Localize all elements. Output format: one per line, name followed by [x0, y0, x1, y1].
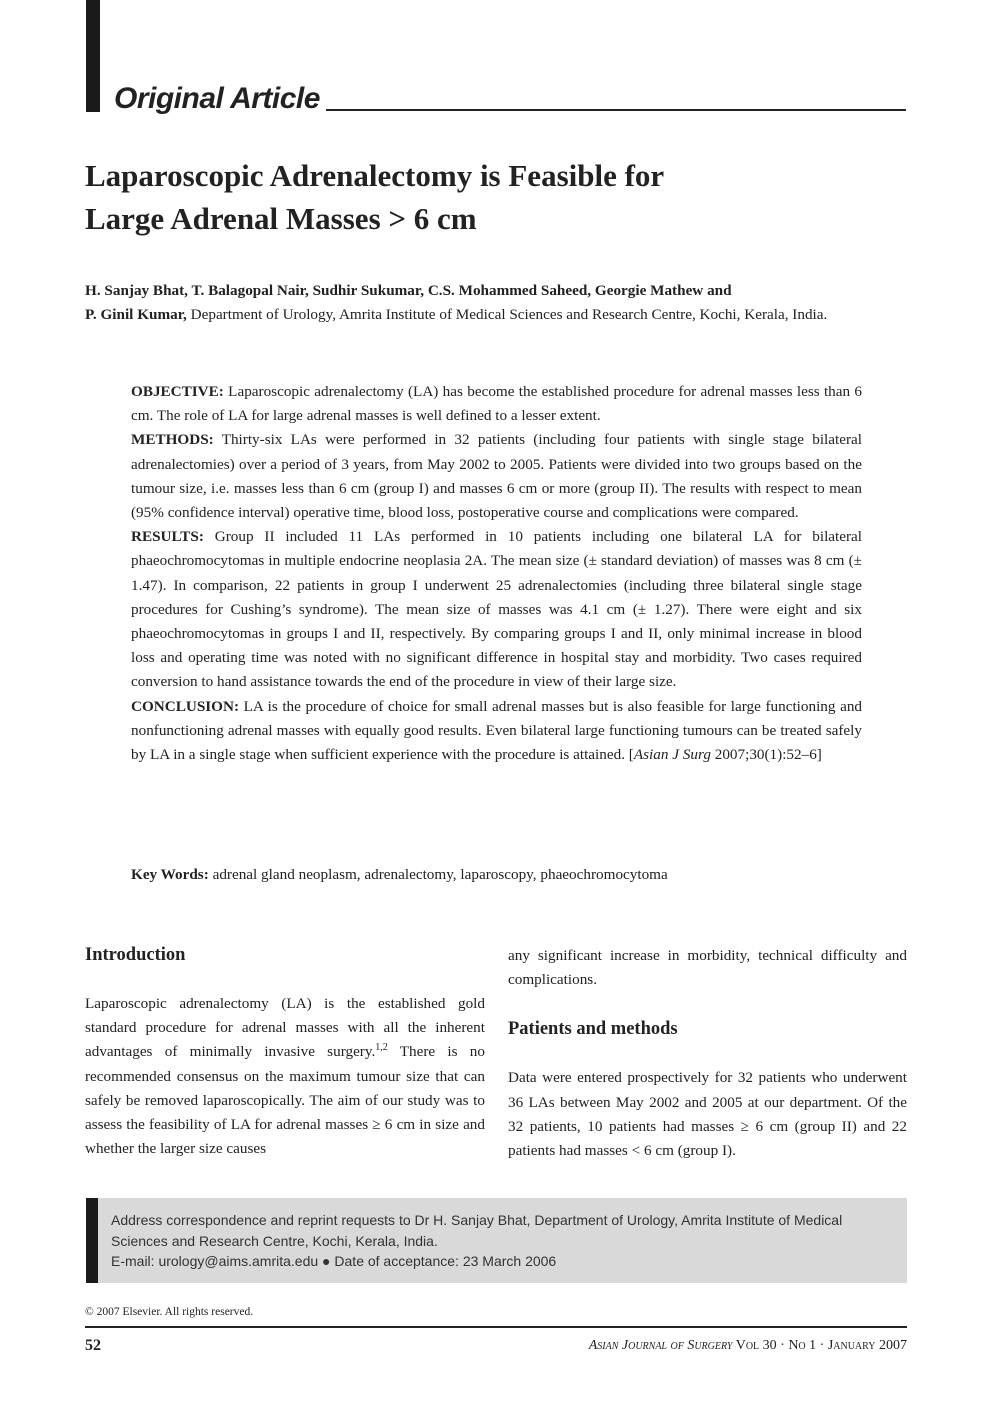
abstract-conclusion	[131, 695, 862, 768]
abstract-results	[131, 525, 862, 694]
copyright: © 2007 Elsevier. All rights reserved.	[85, 1306, 254, 1318]
methods-text: Thirty-six LAs were performed in 32 patients (including four patients with single stage bilateral adrenalectomies) over a period of 3 years, from May 2002 to 2005. Patients were divided into two groups based on the tumour size, i.e. masses less than 6 cm (group I) and masses 6 cm or more (group II). The results with respect to mean (95% confidence interval) operative time, blood loss, postoperative course and complications were compared.	[131, 431, 862, 522]
objective-text: Laparoscopic adrenalectomy (LA) has become the established procedure for adrenal masses less than 6 cm. The role of LA for large adrenal masses is well defined to a lesser extent.	[131, 383, 863, 425]
article-title	[85, 154, 905, 240]
correspondence-address: Address correspondence and reprint requests to Dr H. Sanjay Bhat, Department of Urology, Amrita Institute of Medical Sciences and Research Centre, Kochi, Kerala, India.	[111, 1212, 843, 1249]
section-label: Original Article	[114, 82, 320, 115]
methods-label: METHODS:	[131, 431, 214, 449]
abstract-objective	[131, 380, 862, 428]
authors-line-2-name: P. Ginil Kumar,	[85, 306, 187, 323]
abstract	[131, 380, 862, 767]
authors-affiliation: Department of Urology, Amrita Institute of Medical Sciences and Research Centre, Kochi, Kerala, India.	[190, 306, 828, 323]
title-line-2: Large Adrenal Masses > 6 cm	[85, 201, 477, 236]
methods-heading: Patients and methods	[508, 1019, 678, 1040]
journal-name: Asian Journal of Surgery	[588, 1338, 733, 1353]
intro-text-part2: There is no recommended consensus on the maximum tumour size that can safely be removed laparoscopically. The aim of our study was to assess the feasibility of LA for adrenal masses ≥ 6 cm in size and whether the larger size causes	[85, 1043, 485, 1158]
footer-rule	[85, 1326, 907, 1328]
intro-ref-1[interactable]: 1,2	[375, 1042, 388, 1054]
methods-paragraph: Data were entered prospectively for 32 patients who underwent 36 LAs between May 2002 and 2005 at our department. Of the 32 patients, 10 patients had masses ≥ 6 cm (group II) and 22 patients had masses < 6 cm (group I).	[508, 1069, 907, 1160]
keywords-text: adrenal gland neoplasm, adrenalectomy, laparoscopy, phaeochromocytoma	[212, 866, 668, 883]
introduction-continued: any significant increase in morbidity, technical difficulty and complications.	[508, 947, 907, 989]
header-rule	[326, 109, 906, 111]
abstract-methods	[131, 428, 862, 525]
citation-rest: 2007;30(1):52–6]	[710, 746, 822, 764]
authors-block	[85, 279, 915, 327]
journal-info	[589, 1338, 907, 1354]
keywords	[131, 863, 862, 887]
journal-volume: Vol 30 · No 1 · January 2007	[732, 1338, 907, 1353]
keywords-label: Key Words:	[131, 866, 209, 883]
page-number: 52	[85, 1337, 101, 1354]
title-line-1: Laparoscopic Adrenalectomy is Feasible for	[85, 158, 665, 193]
conclusion-text: LA is the procedure of choice for small adrenal masses but is also feasible for large functioning and nonfunctioning adrenal masses with equally good results. Even bilateral large functioning tumours can be treated safely by LA in a single stage when sufficient experience with the procedure is attained.	[131, 697, 863, 764]
right-column	[508, 944, 907, 1163]
introduction-paragraph	[85, 992, 485, 1161]
introduction-heading: Introduction	[85, 945, 186, 965]
intro-text-part1: Laparoscopic adrenalectomy (LA) is the established gold standard procedure for adrenal masses with all the inherent advantages of minimally invasive surgery.	[85, 995, 485, 1061]
conclusion-label: CONCLUSION:	[131, 697, 240, 715]
objective-label: OBJECTIVE:	[131, 383, 224, 400]
header-bar	[86, 0, 100, 112]
correspondence-email[interactable]: E-mail: urology@aims.amrita.edu ● Date of acceptance: 23 March 2006	[111, 1253, 557, 1269]
citation-open: [	[628, 746, 634, 764]
left-column	[85, 942, 485, 1161]
correspondence-text	[111, 1210, 901, 1272]
citation-journal: Asian J Surg	[633, 746, 711, 764]
results-label: RESULTS:	[131, 528, 204, 546]
authors-line-1: H. Sanjay Bhat, T. Balagopal Nair, Sudhir Sukumar, C.S. Mohammed Saheed, Georgie Mathew and	[85, 282, 732, 299]
results-text: Group II included 11 LAs performed in 10 patients including one bilateral LA for bilateral phaeochromocytomas in multiple endocrine neoplasia 2A. The mean size (± standard deviation) of masses was 8 cm (± 1.47). In comparison, 22 patients in group I underwent 25 adrenalectomies (including three bilateral single stage procedures for Cushing’s syndrome). The mean size of masses was 4.1 cm (± 1.27). There were eight and six phaeochromocytomas in groups I and II, respectively. By comparing groups I and II, only minimal increase in blood loss and operating time was noted with no significant difference in hospital stay and morbidity. Two cases required conversion to hand assistance towards the end of the procedure in view of their large size.	[131, 528, 863, 691]
